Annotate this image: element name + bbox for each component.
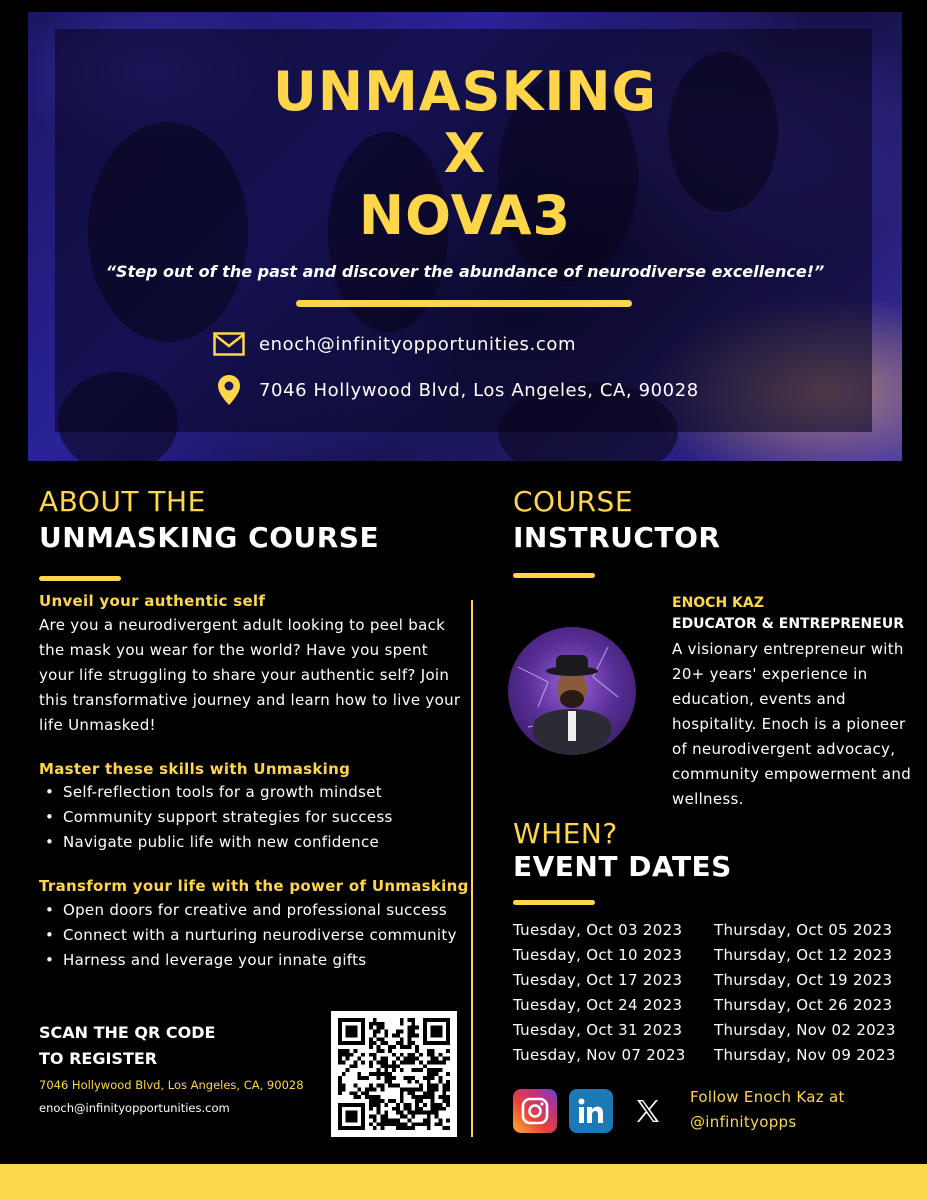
hero-email-row[interactable] — [213, 328, 576, 360]
list-item: Thursday, Oct 19 2023 — [714, 971, 893, 989]
follow-line-1: Follow Enoch Kaz at — [690, 1088, 845, 1106]
list-item: Thursday, Oct 12 2023 — [714, 946, 893, 964]
qr-code[interactable] — [331, 1011, 457, 1137]
benefits-list — [45, 898, 457, 973]
hero-divider — [296, 300, 632, 307]
follow-callout — [690, 1085, 845, 1135]
about-subheading-transform: Transform your life with the power of Unmasking — [39, 877, 469, 895]
list-item: • Open doors for creative and professional success — [45, 898, 457, 923]
linkedin-icon[interactable] — [569, 1089, 613, 1133]
list-item: • Community support strategies for success — [45, 805, 393, 830]
instructor-heading-light: COURSE — [513, 485, 634, 518]
instructor-bio: A visionary entrepreneur with 20+ years' experience in education, events and hospitality. Enoch is a pioneer of neurodivergent advocacy, community empowerment and wellness. — [672, 640, 912, 808]
tuesday-dates-list — [513, 918, 686, 1068]
dates-heading-rule — [513, 900, 595, 905]
x-icon[interactable] — [626, 1089, 670, 1133]
instructor-heading-bold: INSTRUCTOR — [513, 521, 721, 554]
skills-list — [45, 780, 393, 855]
about-subheading-skills: Master these skills with Unmasking — [39, 760, 351, 778]
dates-heading-bold: EVENT DATES — [513, 850, 732, 883]
list-item: Tuesday, Oct 03 2023 — [513, 921, 683, 939]
hero-email[interactable]: enoch@infinityopportunities.com — [259, 333, 577, 355]
about-heading-rule — [39, 576, 121, 581]
list-item: • Connect with a nurturing neurodiverse community — [45, 923, 457, 948]
thursday-dates-list — [714, 918, 896, 1068]
register-line-2: TO REGISTER — [39, 1049, 158, 1068]
hero-address-row — [213, 374, 699, 406]
register-line-1: SCAN THE QR CODE — [39, 1023, 216, 1042]
about-heading-bold: UNMASKING COURSE — [39, 521, 380, 554]
footer-bar — [0, 1164, 927, 1200]
hero-banner — [28, 12, 902, 461]
list-item: Tuesday, Oct 10 2023 — [513, 946, 683, 964]
list-item: Tuesday, Oct 31 2023 — [513, 1021, 683, 1039]
instructor-role: EDUCATOR & ENTREPRENEUR — [672, 616, 904, 632]
instructor-name: ENOCH KAZ — [672, 595, 764, 611]
list-item: Thursday, Nov 02 2023 — [714, 1021, 896, 1039]
envelope-icon — [213, 328, 245, 360]
instagram-icon[interactable] — [513, 1089, 557, 1133]
about-intro-paragraph: Are you a neurodivergent adult looking to peel back the mask you wear for the world? Have you spent your life struggling to share your authentic self? Join this transformative journey and learn how to live your life Unmasked! — [39, 616, 461, 734]
register-address: 7046 Hollywood Blvd, Los Angeles, CA, 90028 — [39, 1078, 304, 1092]
list-item: Tuesday, Oct 17 2023 — [513, 971, 683, 989]
about-heading-light: ABOUT THE — [39, 485, 206, 518]
list-item: Tuesday, Nov 07 2023 — [513, 1046, 686, 1064]
qr-code-pattern — [338, 1018, 450, 1130]
list-item: • Self-reflection tools for a growth mindset — [45, 780, 393, 805]
dates-heading-light: WHEN? — [513, 817, 618, 850]
list-item: • Navigate public life with new confidence — [45, 830, 393, 855]
about-subheading-authentic: Unveil your authentic self — [39, 592, 266, 610]
instructor-photo — [508, 627, 636, 755]
list-item: • Harness and leverage your innate gifts — [45, 948, 457, 973]
list-item: Tuesday, Oct 24 2023 — [513, 996, 683, 1014]
instructor-heading-rule — [513, 573, 595, 578]
map-pin-icon — [213, 374, 245, 406]
register-email[interactable]: enoch@infinityopportunities.com — [39, 1101, 230, 1115]
hero-title-line-1: UNMASKING — [273, 60, 657, 123]
hero-title-line-2: X — [443, 122, 487, 185]
hero-tagline: “Step out of the past and discover the abundance of neurodiverse excellence!” — [105, 262, 825, 281]
follow-handle[interactable]: @infinityopps — [690, 1113, 797, 1131]
register-callout — [39, 1020, 215, 1072]
column-divider — [471, 600, 473, 1137]
list-item: Thursday, Oct 26 2023 — [714, 996, 893, 1014]
hero-title-line-3: NOVA3 — [358, 184, 572, 247]
list-item: Thursday, Nov 09 2023 — [714, 1046, 896, 1064]
list-item: Thursday, Oct 05 2023 — [714, 921, 893, 939]
hero-address: 7046 Hollywood Blvd, Los Angeles, CA, 90028 — [259, 379, 699, 401]
